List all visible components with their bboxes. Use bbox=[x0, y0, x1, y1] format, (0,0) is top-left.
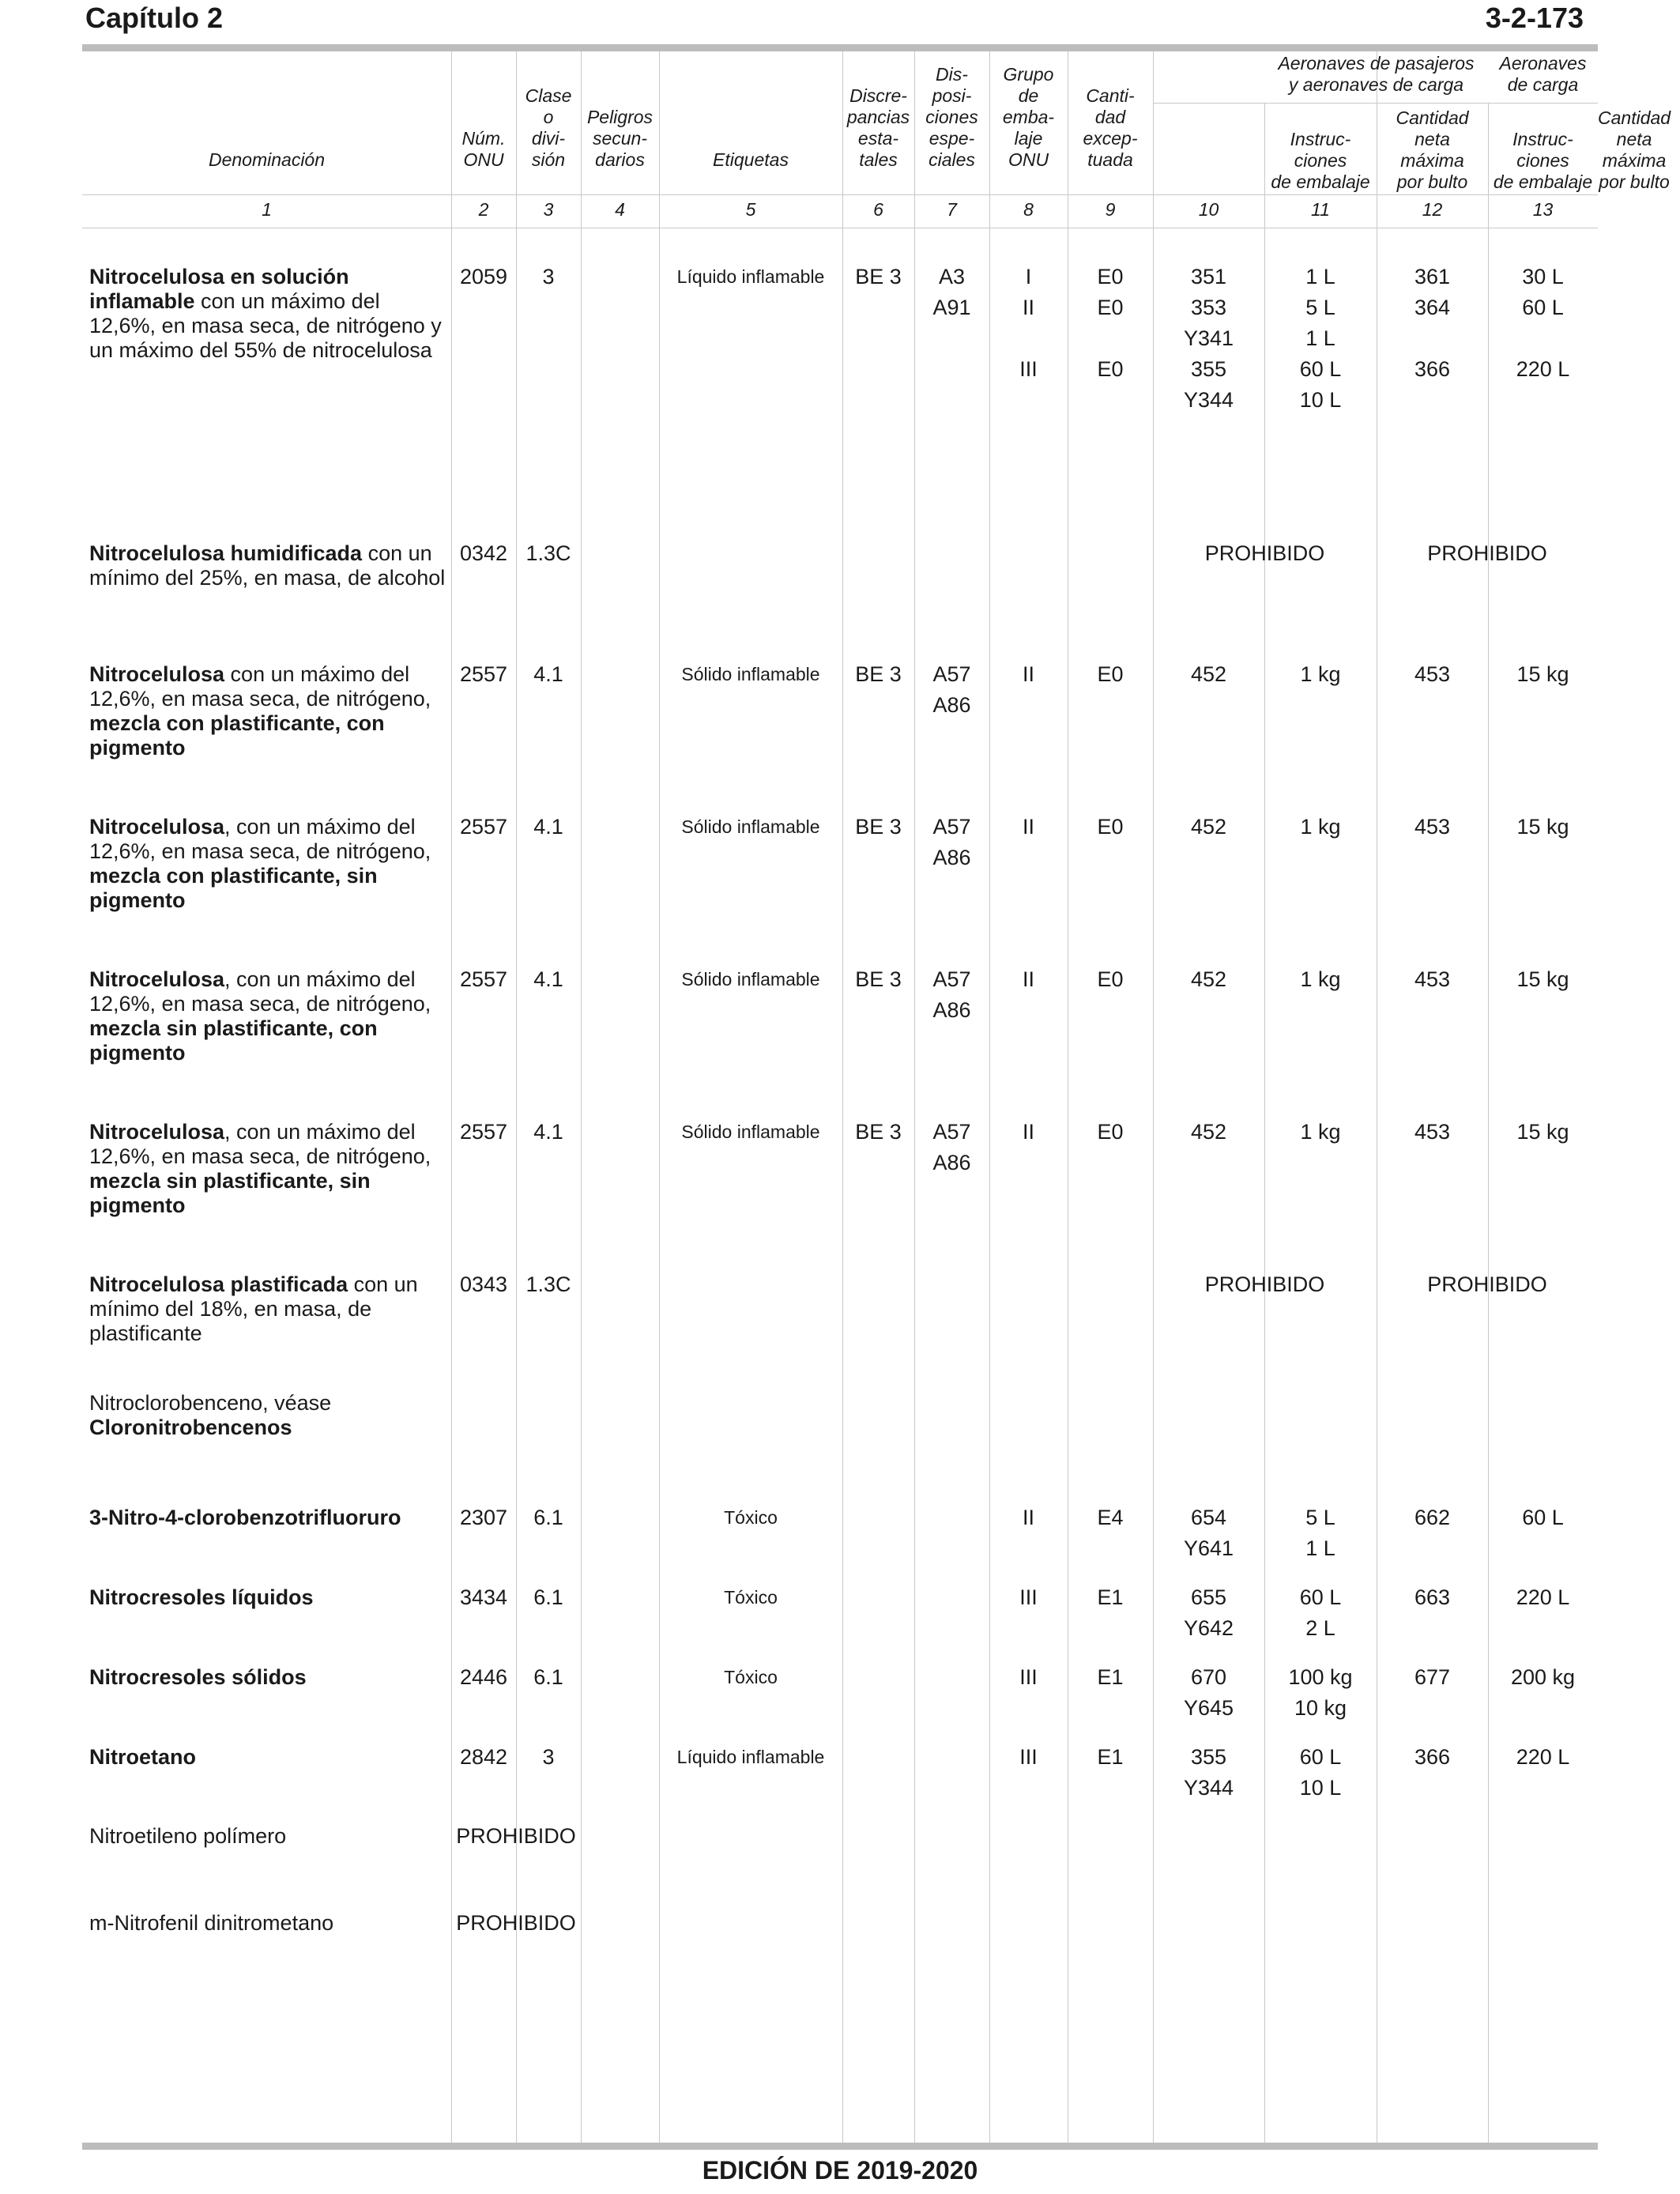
state-variation: BE 3 bbox=[855, 967, 902, 991]
pax-max-quantity: 10 L bbox=[1299, 388, 1342, 412]
chapter-title: Capítulo 2 bbox=[85, 2, 224, 34]
packing-group: II bbox=[1022, 662, 1034, 686]
pax-max-quantity: 100 kg bbox=[1288, 1665, 1353, 1689]
state-variation: BE 3 bbox=[855, 1120, 902, 1144]
cao-max-quantity: 15 kg bbox=[1516, 815, 1569, 839]
cao-packing-instruction: 361 bbox=[1414, 265, 1451, 288]
class-division: 4.1 bbox=[533, 815, 563, 839]
special-provision: A57 bbox=[932, 1120, 971, 1144]
pax-max-quantity: 10 kg bbox=[1294, 1696, 1347, 1720]
cao-packing-instruction: 453 bbox=[1414, 662, 1451, 686]
un-number: 2557 bbox=[459, 662, 508, 686]
pax-packing-instruction: 452 bbox=[1190, 662, 1227, 686]
excepted-quantity: E0 bbox=[1097, 357, 1124, 381]
packing-group: II bbox=[1022, 1120, 1034, 1144]
special-provision: A86 bbox=[932, 846, 971, 869]
pax-packing-instruction: 355 bbox=[1190, 357, 1227, 381]
header-cantidad-neta-pax: Cantidad neta máxima por bulto bbox=[1396, 107, 1469, 192]
un-number: 3434 bbox=[459, 1585, 508, 1609]
header-discrepancias: Discre- pancias esta- tales bbox=[846, 85, 910, 170]
pax-packing-instruction: Y645 bbox=[1183, 1696, 1234, 1720]
substance-name: Nitrocelulosa con un máximo del 12,6%, en masa seca, de nitrógeno, mezcla con plastificante, con pigmento bbox=[89, 662, 431, 760]
substance-name: Nitrocresoles sólidos bbox=[89, 1665, 307, 1689]
label-cell: Tóxico bbox=[724, 1507, 778, 1528]
special-provision: A57 bbox=[932, 967, 971, 991]
substance-name: Nitrocelulosa, con un máximo del 12,6%, en masa seca, de nitrógeno, mezcla sin plastificante, sin pigmento bbox=[89, 1120, 431, 1217]
un-number: 2557 bbox=[459, 815, 508, 839]
pax-max-quantity: 1 L bbox=[1305, 265, 1335, 288]
substance-name: Nitroetano bbox=[89, 1745, 196, 1769]
cao-packing-instruction: 453 bbox=[1414, 1120, 1451, 1144]
state-variation: BE 3 bbox=[855, 815, 902, 839]
forbidden: PROHIBIDO bbox=[456, 1824, 576, 1848]
excepted-quantity: E0 bbox=[1097, 662, 1124, 686]
class-division: 1.3C bbox=[525, 541, 571, 565]
column-number: 5 bbox=[745, 199, 756, 220]
cao-max-quantity: 200 kg bbox=[1510, 1665, 1576, 1689]
substance-name: Nitroetileno polímero bbox=[89, 1824, 287, 1848]
state-variation: BE 3 bbox=[855, 662, 902, 686]
excepted-quantity: E4 bbox=[1097, 1506, 1124, 1529]
un-number: 0342 bbox=[459, 541, 508, 565]
column-divider bbox=[842, 51, 843, 2143]
column-number: 10 bbox=[1198, 199, 1219, 220]
class-division: 3 bbox=[542, 1745, 555, 1769]
header-peligros: Peligros secun- darios bbox=[586, 107, 654, 170]
special-provision: A3 bbox=[938, 265, 966, 288]
pax-max-quantity: 60 L bbox=[1299, 1745, 1342, 1769]
header-divider bbox=[82, 194, 1598, 195]
un-number: 0343 bbox=[459, 1272, 508, 1296]
substance-name: Nitrocelulosa en solución inflamable con un máximo del 12,6%, en masa seca, de nitrógeno y un máximo del 55% de nitrocelulosa bbox=[89, 265, 442, 362]
header-cantidad-neta-cao: Cantidad neta máxima por bulto bbox=[1598, 107, 1671, 192]
cao-max-quantity: 15 kg bbox=[1516, 662, 1569, 686]
cao-packing-instruction: 366 bbox=[1414, 1745, 1451, 1769]
cao-max-quantity: 15 kg bbox=[1516, 1120, 1569, 1144]
cao-max-quantity: 60 L bbox=[1522, 1506, 1564, 1529]
pax-forbidden: PROHIBIDO bbox=[1204, 1272, 1325, 1296]
cao-max-quantity: 220 L bbox=[1516, 1585, 1570, 1609]
packing-group: III bbox=[1019, 1665, 1038, 1689]
header-pasajeros-group: Aeronaves de pasajeros y aeronaves de carga bbox=[1278, 53, 1475, 95]
class-division: 1.3C bbox=[525, 1272, 571, 1296]
edition-footer: EDICIÓN DE 2019-2020 bbox=[702, 2156, 978, 2185]
pax-max-quantity: 5 L bbox=[1305, 296, 1335, 319]
un-number: 2059 bbox=[459, 265, 508, 288]
cao-max-quantity: 60 L bbox=[1522, 296, 1564, 319]
packing-group: II bbox=[1022, 296, 1034, 319]
pax-max-quantity: 1 L bbox=[1305, 1536, 1335, 1560]
class-division: 4.1 bbox=[533, 662, 563, 686]
column-divider bbox=[581, 51, 582, 2143]
column-divider bbox=[914, 51, 915, 2143]
substance-name: m-Nitrofenil dinitrometano bbox=[89, 1911, 334, 1935]
state-variation: BE 3 bbox=[855, 265, 902, 288]
header-cantidad-exceptuada: Canti- dad excep- tuada bbox=[1083, 85, 1138, 170]
class-division: 6.1 bbox=[533, 1585, 563, 1609]
packing-group: I bbox=[1025, 265, 1032, 288]
header-carga-group: Aeronaves de carga bbox=[1499, 53, 1587, 95]
column-number: 3 bbox=[543, 199, 554, 220]
pax-packing-instruction: Y642 bbox=[1183, 1616, 1234, 1640]
un-number: 2307 bbox=[459, 1506, 508, 1529]
pax-packing-instruction: Y344 bbox=[1183, 388, 1234, 412]
pax-max-quantity: 2 L bbox=[1305, 1616, 1335, 1640]
packing-group: II bbox=[1022, 967, 1034, 991]
packing-group: III bbox=[1019, 1585, 1038, 1609]
label-cell: Sólido inflamable bbox=[681, 816, 820, 837]
header-etiquetas: Etiquetas bbox=[713, 149, 789, 170]
pax-packing-instruction: Y641 bbox=[1183, 1536, 1234, 1560]
excepted-quantity: E0 bbox=[1097, 967, 1124, 991]
substance-name: Nitrocresoles líquidos bbox=[89, 1585, 314, 1609]
un-number: 2557 bbox=[459, 967, 508, 991]
packing-group: III bbox=[1019, 357, 1038, 381]
pax-packing-instruction: Y341 bbox=[1183, 326, 1234, 350]
pax-max-quantity: 10 L bbox=[1299, 1776, 1342, 1800]
column-number: 8 bbox=[1023, 199, 1034, 220]
column-number: 6 bbox=[873, 199, 883, 220]
cao-max-quantity: 220 L bbox=[1516, 1745, 1570, 1769]
cao-max-quantity: 30 L bbox=[1522, 265, 1564, 288]
pax-packing-instruction: 654 bbox=[1190, 1506, 1227, 1529]
pax-max-quantity: 1 kg bbox=[1300, 662, 1341, 686]
cao-packing-instruction: 453 bbox=[1414, 815, 1451, 839]
pax-packing-instruction: 670 bbox=[1190, 1665, 1227, 1689]
column-number: 1 bbox=[262, 199, 272, 220]
un-number: 2842 bbox=[459, 1745, 508, 1769]
cao-max-quantity: 15 kg bbox=[1516, 967, 1569, 991]
header-disposiciones: Dis- posi- ciones espe- ciales bbox=[925, 64, 978, 170]
pax-packing-instruction: 355 bbox=[1190, 1745, 1227, 1769]
pax-forbidden: PROHIBIDO bbox=[1204, 541, 1325, 565]
label-cell: Sólido inflamable bbox=[681, 664, 820, 684]
class-division: 4.1 bbox=[533, 967, 563, 991]
pax-packing-instruction: 452 bbox=[1190, 815, 1227, 839]
substance-name: 3-Nitro-4-clorobenzotrifluoruro bbox=[89, 1506, 401, 1529]
label-cell: Sólido inflamable bbox=[681, 969, 820, 990]
cao-max-quantity: 220 L bbox=[1516, 357, 1570, 381]
excepted-quantity: E0 bbox=[1097, 296, 1124, 319]
bottom-rule bbox=[82, 2143, 1598, 2150]
substance-name: Nitrocelulosa plastificada con un mínimo del 18%, en masa, de plastificante bbox=[89, 1272, 418, 1345]
special-provision: A57 bbox=[932, 815, 971, 839]
top-rule bbox=[82, 44, 1598, 51]
group-divider bbox=[1153, 103, 1598, 104]
class-division: 3 bbox=[542, 265, 555, 288]
special-provision: A86 bbox=[932, 1151, 971, 1174]
label-cell: Líquido inflamable bbox=[676, 266, 825, 287]
excepted-quantity: E0 bbox=[1097, 265, 1124, 288]
class-division: 6.1 bbox=[533, 1665, 563, 1689]
column-number: 9 bbox=[1105, 199, 1116, 220]
header-instrucciones-pax: Instruc- ciones de embalaje bbox=[1271, 129, 1370, 192]
cao-packing-instruction: 364 bbox=[1414, 296, 1451, 319]
cao-packing-instruction: 366 bbox=[1414, 357, 1451, 381]
pax-packing-instruction: 655 bbox=[1190, 1585, 1227, 1609]
column-number: 7 bbox=[947, 199, 957, 220]
column-number: 2 bbox=[478, 199, 489, 220]
column-number: 12 bbox=[1422, 199, 1443, 220]
packing-group: II bbox=[1022, 815, 1034, 839]
pax-packing-instruction: 353 bbox=[1190, 296, 1227, 319]
header-instrucciones-cao: Instruc- ciones de embalaje bbox=[1493, 129, 1593, 192]
special-provision: A91 bbox=[932, 296, 971, 319]
page-number: 3-2-173 bbox=[1485, 2, 1584, 34]
header-grupo: Grupo de emba- laje ONU bbox=[1002, 64, 1055, 170]
substance-name: Nitroclorobenceno, véase Cloronitrobencenos bbox=[89, 1391, 332, 1439]
pax-packing-instruction: 351 bbox=[1190, 265, 1227, 288]
column-number: 11 bbox=[1311, 199, 1330, 220]
substance-name: Nitrocelulosa humidificada con un mínimo del 25%, en masa, de alcohol bbox=[89, 541, 446, 590]
column-number: 13 bbox=[1532, 199, 1554, 220]
packing-group: II bbox=[1022, 1506, 1034, 1529]
special-provision: A86 bbox=[932, 693, 971, 717]
un-number: 2557 bbox=[459, 1120, 508, 1144]
pax-packing-instruction: Y344 bbox=[1183, 1776, 1234, 1800]
cao-packing-instruction: 662 bbox=[1414, 1506, 1451, 1529]
cao-forbidden: PROHIBIDO bbox=[1427, 541, 1547, 565]
cao-packing-instruction: 663 bbox=[1414, 1585, 1451, 1609]
excepted-quantity: E0 bbox=[1097, 1120, 1124, 1144]
label-cell: Líquido inflamable bbox=[676, 1747, 825, 1767]
pax-max-quantity: 1 L bbox=[1305, 326, 1335, 350]
cao-forbidden: PROHIBIDO bbox=[1427, 1272, 1547, 1296]
label-cell: Tóxico bbox=[724, 1587, 778, 1608]
column-number: 4 bbox=[615, 199, 625, 220]
pax-max-quantity: 5 L bbox=[1305, 1506, 1335, 1529]
pax-max-quantity: 1 kg bbox=[1300, 967, 1341, 991]
label-cell: Sólido inflamable bbox=[681, 1122, 820, 1142]
pax-max-quantity: 60 L bbox=[1299, 1585, 1342, 1609]
substance-name: Nitrocelulosa, con un máximo del 12,6%, en masa seca, de nitrógeno, mezcla sin plastificante, con pigmento bbox=[89, 967, 431, 1065]
cao-packing-instruction: 453 bbox=[1414, 967, 1451, 991]
column-divider bbox=[659, 51, 660, 2143]
header-num-onu: Núm. ONU bbox=[461, 128, 506, 170]
label-cell: Tóxico bbox=[724, 1667, 778, 1687]
forbidden: PROHIBIDO bbox=[456, 1911, 576, 1935]
pax-packing-instruction: 452 bbox=[1190, 1120, 1227, 1144]
packing-group: III bbox=[1019, 1745, 1038, 1769]
special-provision: A86 bbox=[932, 998, 971, 1022]
header-clase: Clase o divi- sión bbox=[525, 85, 572, 170]
header-denominacion: Denominación bbox=[208, 149, 326, 170]
pax-max-quantity: 60 L bbox=[1299, 357, 1342, 381]
pax-packing-instruction: 452 bbox=[1190, 967, 1227, 991]
substance-name: Nitrocelulosa, con un máximo del 12,6%, en masa seca, de nitrógeno, mezcla con plastificante, sin pigmento bbox=[89, 815, 431, 912]
excepted-quantity: E1 bbox=[1097, 1745, 1124, 1769]
class-division: 6.1 bbox=[533, 1506, 563, 1529]
pax-max-quantity: 1 kg bbox=[1300, 815, 1341, 839]
excepted-quantity: E0 bbox=[1097, 815, 1124, 839]
un-number: 2446 bbox=[459, 1665, 508, 1689]
pax-max-quantity: 1 kg bbox=[1300, 1120, 1341, 1144]
special-provision: A57 bbox=[932, 662, 971, 686]
excepted-quantity: E1 bbox=[1097, 1585, 1124, 1609]
class-division: 4.1 bbox=[533, 1120, 563, 1144]
cao-packing-instruction: 677 bbox=[1414, 1665, 1451, 1689]
excepted-quantity: E1 bbox=[1097, 1665, 1124, 1689]
